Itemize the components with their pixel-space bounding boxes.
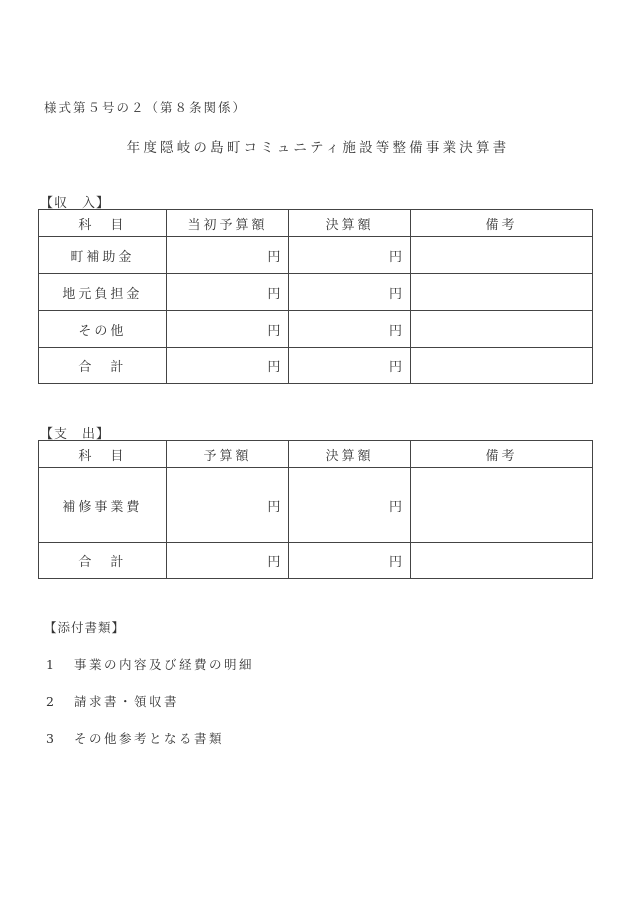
settlement-cell[interactable]: 円 bbox=[289, 348, 411, 384]
row-item: 補修事業費 bbox=[39, 468, 167, 543]
row-item: 町補助金 bbox=[39, 237, 167, 274]
settlement-cell[interactable]: 円 bbox=[289, 274, 411, 311]
settlement-cell[interactable]: 円 bbox=[289, 543, 411, 579]
attachment-number: 1 bbox=[46, 657, 54, 672]
document-title: 年度隠岐の島町コミュニティ施設等整備事業決算書 bbox=[126, 140, 510, 156]
remarks-cell[interactable] bbox=[411, 468, 593, 543]
settlement-cell[interactable]: 円 bbox=[289, 311, 411, 348]
income-header-row bbox=[39, 210, 593, 237]
budget-cell[interactable]: 円 bbox=[166, 237, 289, 274]
attachment-text: 事業の内容及び経費の明細 bbox=[74, 657, 255, 672]
form-number: 様式第５号の２（第８条関係） bbox=[44, 100, 248, 115]
table-row-total bbox=[39, 348, 593, 384]
attachment-text: その他参考となる書類 bbox=[74, 731, 225, 746]
expenditure-section-label: 【支 出】 bbox=[40, 427, 111, 442]
attachment-item bbox=[46, 692, 179, 710]
table-row bbox=[39, 274, 593, 311]
header-budget: 予算額 bbox=[166, 441, 289, 468]
header-initial-budget: 当初予算額 bbox=[166, 210, 289, 237]
attachment-number: 2 bbox=[46, 694, 54, 709]
row-item: その他 bbox=[39, 311, 167, 348]
header-settlement: 決算額 bbox=[289, 210, 411, 237]
settlement-cell[interactable]: 円 bbox=[289, 468, 411, 543]
table-row bbox=[39, 468, 593, 543]
budget-cell[interactable]: 円 bbox=[166, 274, 289, 311]
attachment-text: 請求書・領収書 bbox=[74, 694, 180, 709]
budget-cell[interactable]: 円 bbox=[166, 468, 289, 543]
attachment-item bbox=[46, 729, 224, 747]
budget-cell[interactable]: 円 bbox=[166, 543, 289, 579]
expenditure-header-row bbox=[39, 441, 593, 468]
expenditure-table bbox=[38, 440, 593, 579]
budget-cell[interactable]: 円 bbox=[166, 311, 289, 348]
attachment-item bbox=[46, 655, 254, 673]
row-item: 地元負担金 bbox=[39, 274, 167, 311]
header-item: 科 目 bbox=[39, 210, 167, 237]
table-row bbox=[39, 311, 593, 348]
table-row-total bbox=[39, 543, 593, 579]
row-item: 合 計 bbox=[39, 543, 167, 579]
attachments-label: 【添付書類】 bbox=[44, 620, 126, 635]
budget-cell[interactable]: 円 bbox=[166, 348, 289, 384]
header-remarks: 備考 bbox=[411, 210, 593, 237]
header-settlement: 決算額 bbox=[289, 441, 411, 468]
attachment-number: 3 bbox=[46, 731, 54, 746]
remarks-cell[interactable] bbox=[411, 348, 593, 384]
settlement-cell[interactable]: 円 bbox=[289, 237, 411, 274]
remarks-cell[interactable] bbox=[411, 311, 593, 348]
header-remarks: 備考 bbox=[411, 441, 593, 468]
table-row bbox=[39, 237, 593, 274]
income-section-label: 【収 入】 bbox=[40, 196, 111, 211]
remarks-cell[interactable] bbox=[411, 237, 593, 274]
row-item: 合 計 bbox=[39, 348, 167, 384]
header-item: 科 目 bbox=[39, 441, 167, 468]
remarks-cell[interactable] bbox=[411, 274, 593, 311]
remarks-cell[interactable] bbox=[411, 543, 593, 579]
income-table bbox=[38, 209, 593, 384]
